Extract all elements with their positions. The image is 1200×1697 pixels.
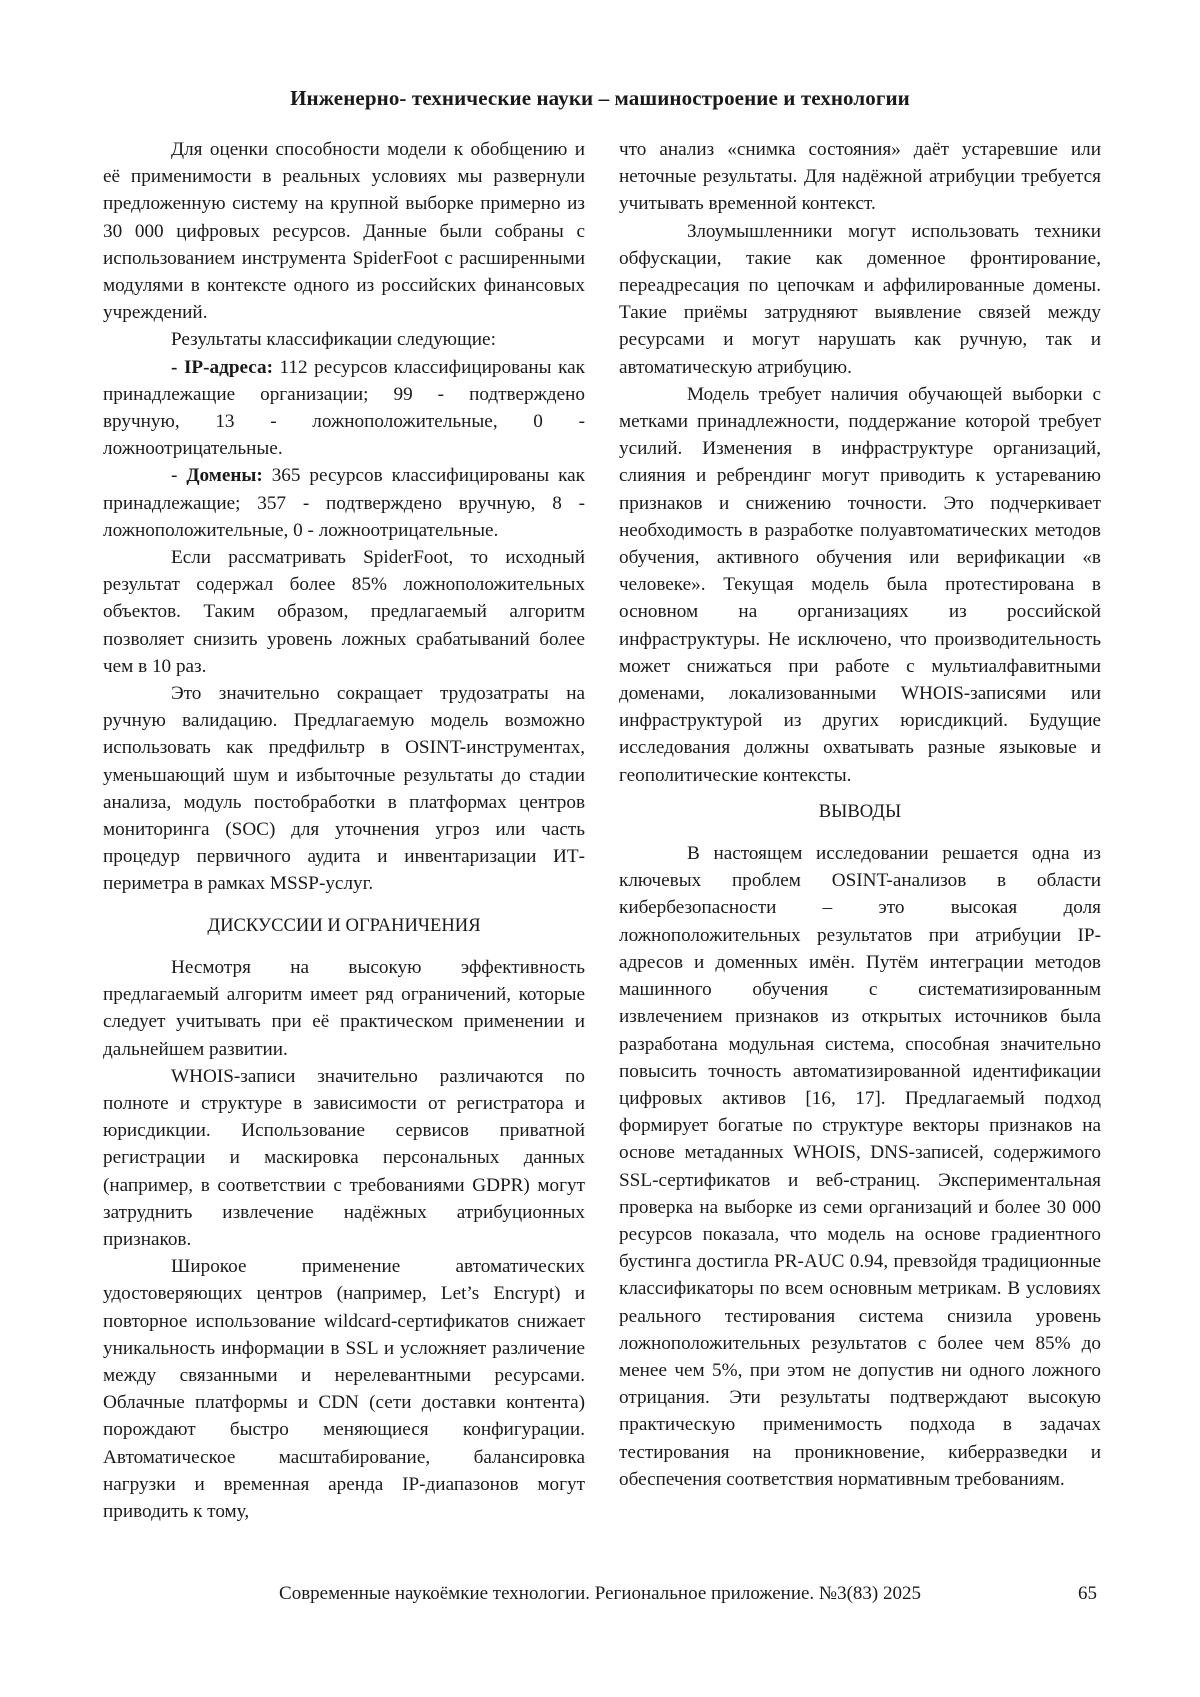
paragraph-continued: что анализ «снимка состояния» даёт устаревшие или неточные результаты. Для надёжной атрибуции требуется учитывать временной контекст. [619,139,1101,215]
left-column [103,136,585,1525]
domain-text: 365 ресурсов классифицированы как принадлежащие; 357 - подтверждено вручную, 8 - ложноположительные, 0 - ложноотрицательные. [103,465,586,541]
section-heading-discussion: ДИСКУССИИ И ОГРАНИЧЕНИЯ [207,914,481,936]
ip-label: - IP-адреса: [171,356,273,378]
right-column [619,136,1101,1493]
section-heading-conclusions: ВЫВОДЫ [818,800,902,822]
page-number: 65 [1078,1583,1097,1604]
domain-prefix: - [171,465,187,487]
paragraph: Это значительно сокращает трудозатраты на ручную валидацию. Предлагаемую модель возможно использовать как предфильтр в OSINT-инструментах, уменьшающий шум и избыточные результаты до стадии анализа, модуль постобработки в платформах центров мониторинга (SOC) для уточнения угроз или часть процедур первичного аудита и инвентаризации ИТ-периметра в рамках MSSP-услуг. [103,683,585,895]
paragraph: Результаты классификации следующие: [171,329,496,351]
running-head: Инженерно- технические науки – машиностроение и технологии [290,86,910,110]
paragraph: В настоящем исследовании решается одна из ключевых проблем OSINT-анализов в области кибербезопасности – это высокая доля ложноположительных результатов при атрибуции IP-адресов и доменных имён. Путём интеграции методов машинного обучения с систематизированным извлечением признаков из открытых источников была разработана модульная система, способная значительно повысить точность автоматизированной идентификации цифровых активов [16, 17]. Предлагаемый подход формирует богатые по структуре векторы признаков на основе метаданных WHOIS, DNS-записей, содержимого SSL-сертификатов и веб-страниц. Экспериментальная проверка на выборке из семи организаций и более 30 000 ресурсов показала, что модель на основе градиентного бустинга достигла PR-AUC 0.94, превзойдя традиционные классификаторы по всем основным метрикам. В условиях реального тестирования система снизила уровень ложноположительных результатов с более чем 85% до менее чем 5%, при этом не допустив ни одного ложного отрицания. Эти результаты подтверждают высокую практическую применимость подхода в задачах тестирования на проникновение, киберразведки и обеспечения соответствия нормативным требованиям. [619,843,1101,1490]
domain-label: Домены: [186,465,263,487]
paragraph: Модель требует наличия обучающей выборки с метками принадлежности, поддержание которой требует усилий. Изменения в инфраструктуре организаций, слияния и ребрендинг могут приводить к устареванию признаков и снижению точности. Это подчеркивает необходимость в разработке полуавтоматических методов обучения, активного обучения или верификации «в человеке». Текущая модель была протестирована в основном на организациях из российской инфраструктуры. Не исключено, что производительность может снижаться при работе с мультиалфавитными доменами, локализованными WHOIS-записями или инфраструктурой из других юрисдикций. Будущие исследования должны охватывать разные языковые и геополитические контексты. [619,383,1101,786]
results-domain-item [103,462,585,544]
paragraph: Несмотря на высокую эффективность предлагаемый алгоритм имеет ряд ограничений, которые следует учитывать при её практическом применении и дальнейшем развитии. [103,956,585,1060]
page-footer [0,1583,1200,1611]
paragraph: Широкое применение автоматических удостоверяющих центров (например, Let’s Encrypt) и повторное использование wildcard-сертификатов снижает уникальность информации в SSL и усложняет различение между связанными и нерелевантными ресурсами. Облачные платформы и CDN (сети доставки контента) порождают быстро меняющиеся конфигурации. Автоматическое масштабирование, балансировка нагрузки и временная аренда IP-диапазонов могут приводить к тому, [103,1256,585,1522]
paragraph: Для оценки способности модели к обобщению и её применимости в реальных условиях мы развернули предложенную систему на крупной выборке примерно из 30 000 цифровых ресурсов. Данные были собраны с использованием инструмента SpiderFoot с расширенными модулями в контексте одного из российских финансовых учреждений. [103,139,585,324]
ip-text: 112 ресурсов классифицированы как принадлежащие организации; 99 - подтверждено вручную, 13 - ложноположительные, 0 - ложноотрицательные. [103,356,585,460]
paragraph: Злоумышленники могут использовать техники обфускации, такие как доменное фронтирование, переадресация по цепочкам и аффилированные домены. Такие приёмы затрудняют выявление связей между ресурсами и могут нарушать как ручную, так и автоматическую атрибуцию. [619,220,1101,378]
paragraph: WHOIS-записи значительно различаются по полноте и структуре в зависимости от регистратора и юрисдикции. Использование сервисов приватной регистрации и маскировка персональных данных (например, в соответствии с требованиями GDPR) могут затруднить извлечение надёжных атрибуционных признаков. [103,1065,585,1250]
paragraph: Если рассматривать SpiderFoot, то исходный результат содержал более 85% ложноположительных объектов. Таким образом, предлагаемый алгоритм позволяет снизить уровень ложных срабатываний более чем в 10 раз. [103,547,585,677]
journal-citation: Современные наукоёмкие технологии. Региональное приложение. №3(83) 2025 [279,1583,921,1604]
results-ip-item [103,354,585,463]
